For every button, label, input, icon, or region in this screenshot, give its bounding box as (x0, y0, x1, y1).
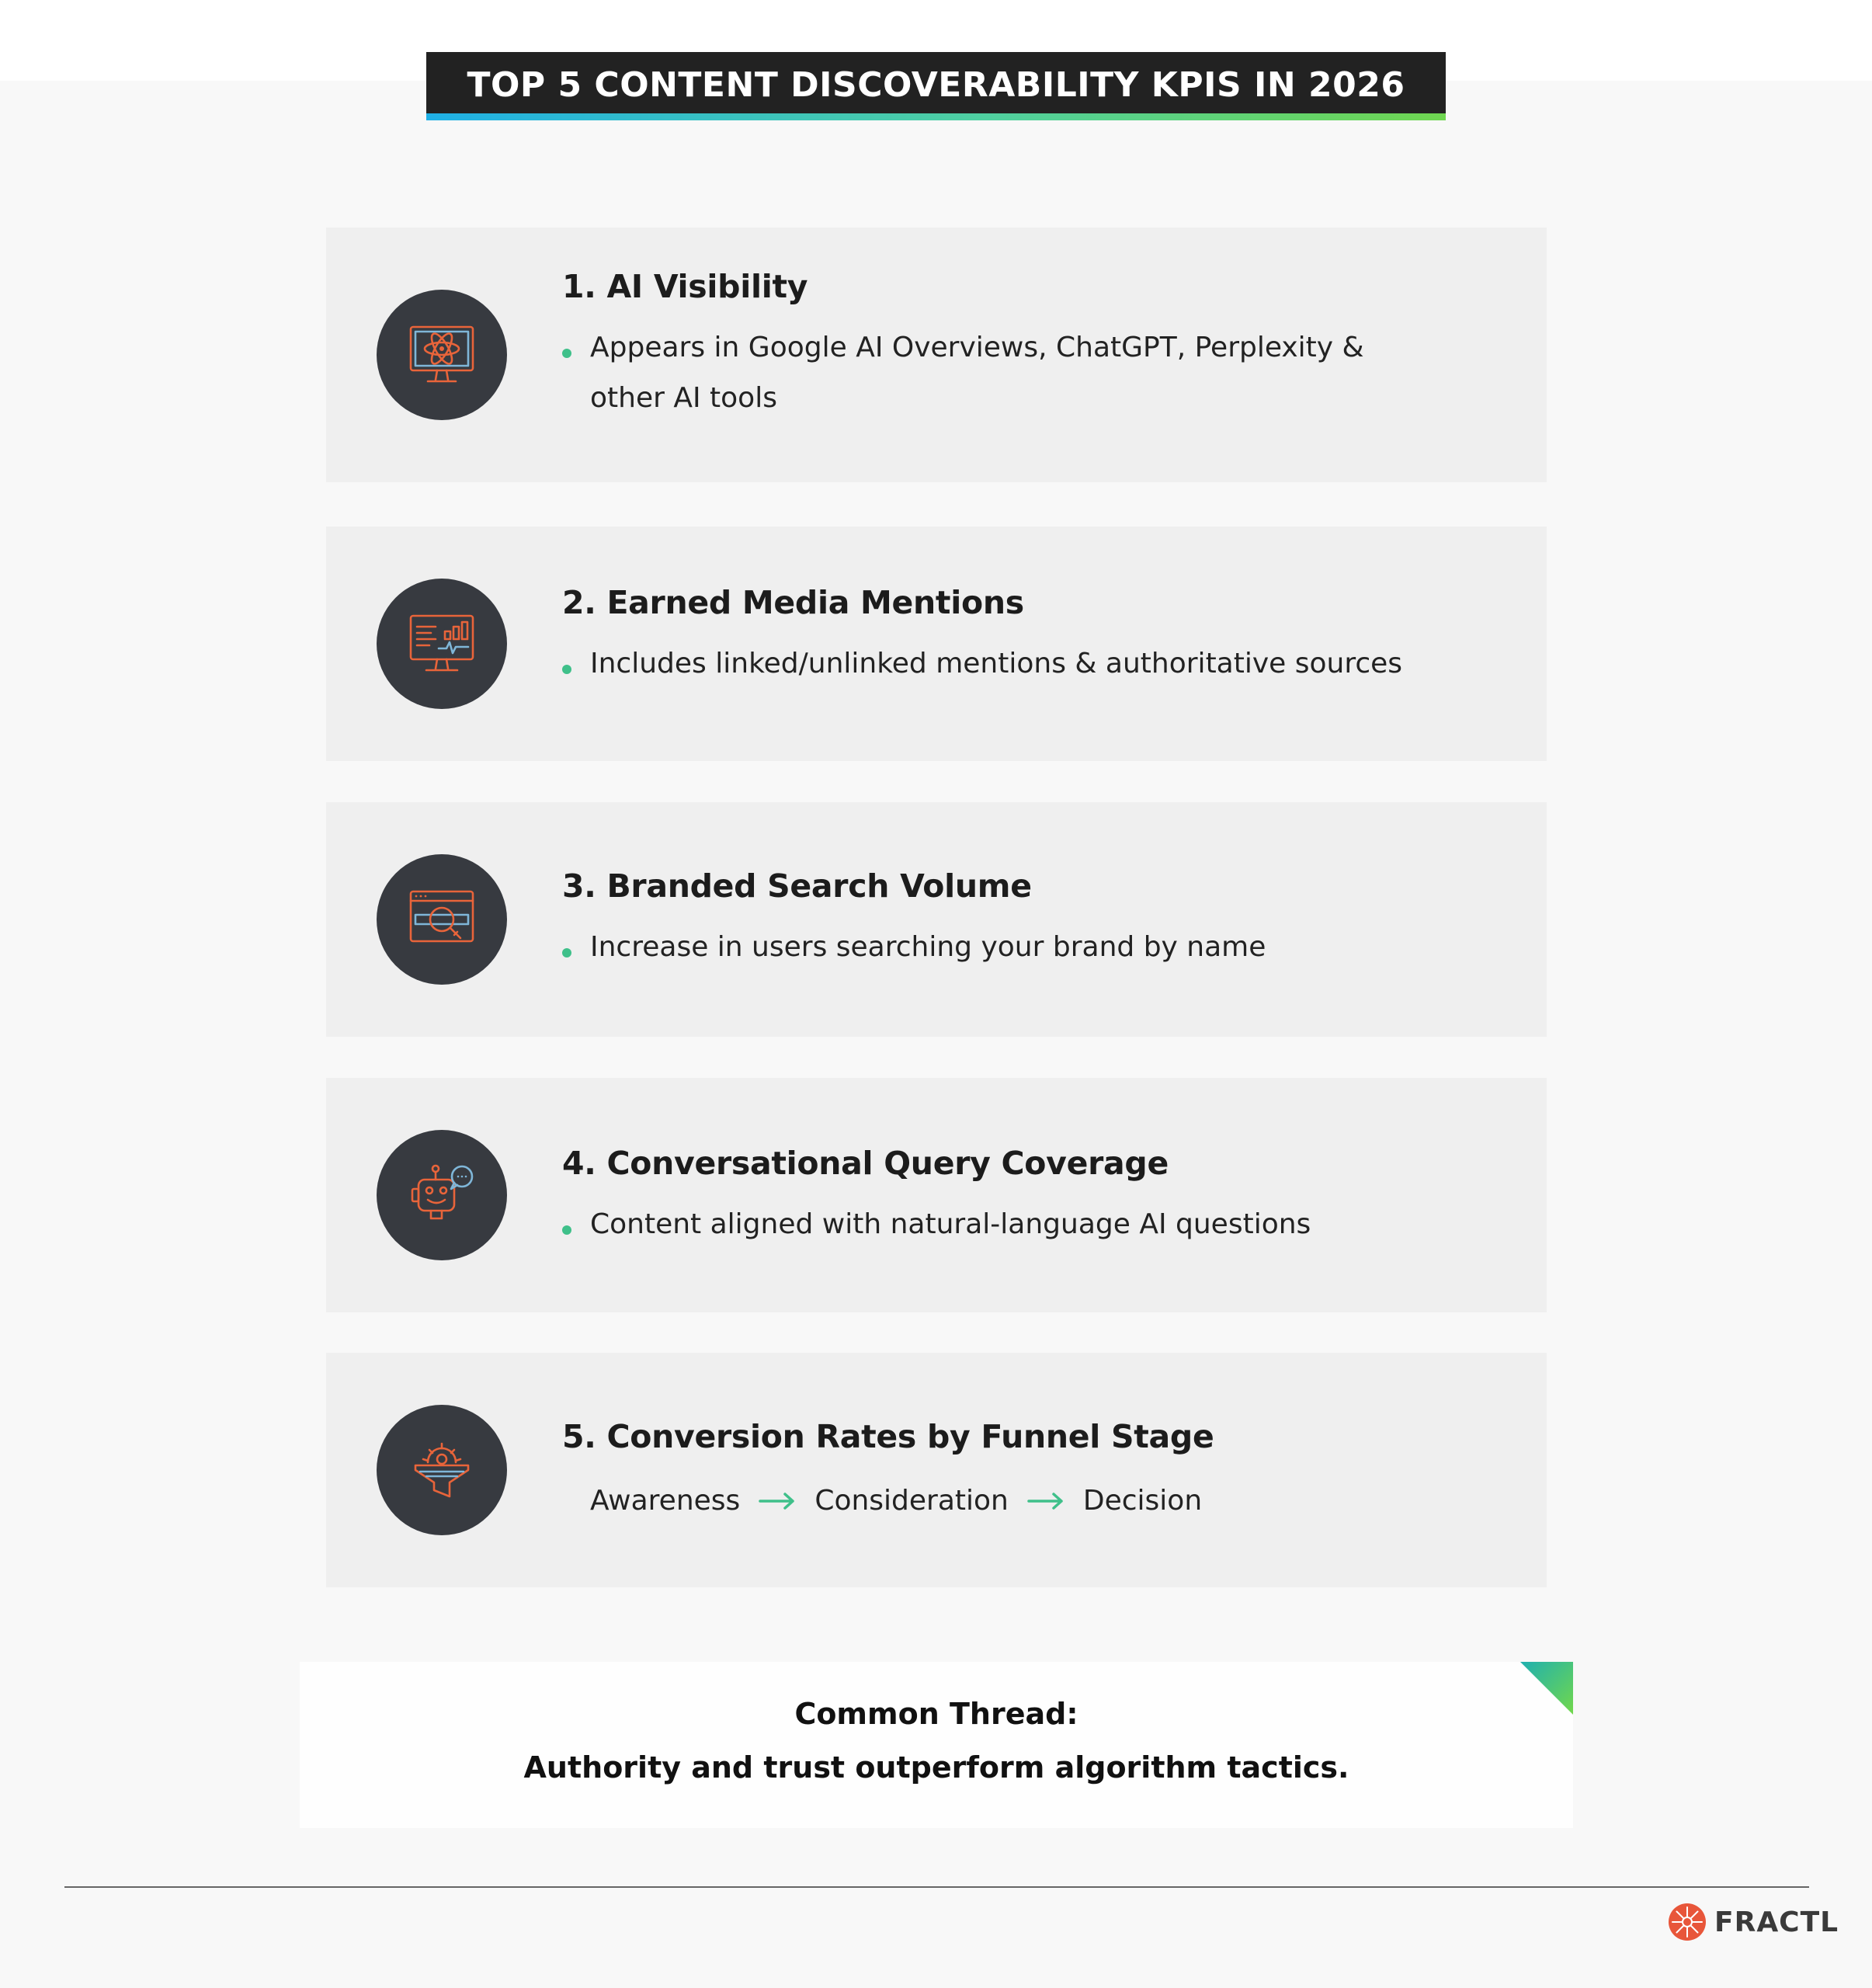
arrow-right-icon (759, 1492, 796, 1510)
common-thread-heading: Common Thread: (794, 1697, 1078, 1731)
icon-badge (377, 854, 507, 985)
icon-badge (377, 1130, 507, 1260)
kpi-title: 2. Earned Media Mentions (562, 584, 1024, 621)
bullet-dot (562, 948, 571, 958)
kpi-description: Appears in Google AI Overviews, ChatGPT, Perplexity & other AI tools (590, 332, 1364, 414)
kpi-description: Increase in users searching your brand by name (590, 931, 1266, 963)
kpi-bullet (562, 1208, 1494, 1249)
title-banner (426, 52, 1446, 120)
kpi-card-3 (326, 802, 1547, 1037)
chatbot-icon (403, 1156, 481, 1234)
icon-badge (377, 290, 507, 420)
kpi-description: Content aligned with natural-language AI questions (590, 1208, 1311, 1240)
kpi-card-1 (326, 228, 1547, 482)
kpi-bullet (562, 931, 1494, 972)
bullet-dot (562, 1225, 571, 1235)
footer-divider (64, 1886, 1809, 1888)
bullet-dot (562, 349, 571, 358)
fractl-logo (1668, 1903, 1839, 1941)
kpi-bullet (562, 648, 1494, 689)
page-title: TOP 5 CONTENT DISCOVERABILITY KPIS IN 2026 (467, 64, 1405, 105)
funnel-stage-consideration: Consideration (814, 1485, 1009, 1517)
common-thread-text: Authority and trust outperform algorithm tactics. (523, 1750, 1349, 1785)
common-thread-box (300, 1662, 1573, 1828)
fractl-logo-text: FRACTL (1714, 1906, 1839, 1938)
analytics-monitor-icon (403, 605, 481, 683)
icon-badge (377, 1405, 507, 1535)
fractl-logo-icon (1668, 1903, 1707, 1941)
funnel-gear-icon (403, 1431, 481, 1509)
kpi-description: Includes linked/unlinked mentions & authoritative sources (590, 648, 1403, 679)
kpi-title: 4. Conversational Query Coverage (562, 1145, 1169, 1182)
kpi-card-4 (326, 1078, 1547, 1312)
icon-badge (377, 579, 507, 709)
funnel-stage-awareness: Awareness (590, 1485, 741, 1517)
funnel-stages (590, 1485, 1202, 1517)
ai-monitor-icon (403, 316, 481, 394)
kpi-title: 5. Conversion Rates by Funnel Stage (562, 1418, 1214, 1455)
funnel-stage-decision: Decision (1082, 1485, 1203, 1517)
search-browser-icon (403, 881, 481, 958)
title-gradient-underline (426, 113, 1446, 120)
bullet-dot (562, 665, 571, 674)
kpi-bullet (562, 332, 1401, 423)
kpi-card-2 (326, 527, 1547, 761)
kpi-title: 3. Branded Search Volume (562, 867, 1032, 905)
kpi-card-5 (326, 1353, 1547, 1587)
kpi-title: 1. AI Visibility (562, 268, 808, 305)
arrow-right-icon (1027, 1492, 1065, 1510)
